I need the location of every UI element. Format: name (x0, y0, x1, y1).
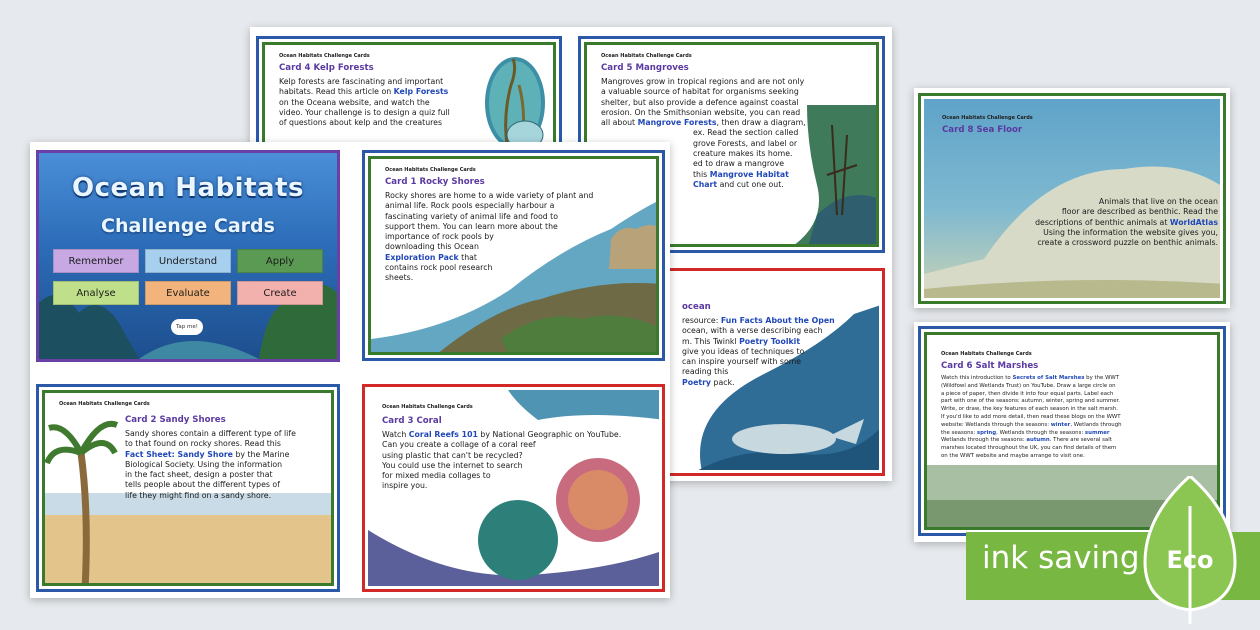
card-header-label: Ocean Habitats Challenge Cards (279, 53, 370, 59)
kelp-image (477, 55, 556, 155)
text-line: marshes located throughout the UK, you can find details of them (941, 445, 1117, 452)
card-8-inner (924, 99, 1220, 298)
text-line: on the WWT website and maybe arrange to visit one. (941, 452, 1085, 459)
text-line: ed to draw a mangrove (693, 159, 785, 169)
text-line: If you'd like to add more detail, then read these blogs on the WWT (941, 413, 1121, 420)
cover-subtitle: Challenge Cards (101, 215, 275, 237)
summer-link[interactable]: summer (1084, 429, 1110, 436)
card-1-inner (368, 156, 659, 355)
text-line: Rocky shores are home to a wide variety of plant and (385, 191, 594, 200)
text-line (682, 316, 879, 326)
text-line: for mixed media collages to (382, 471, 491, 481)
text-line: a valuable source of habitat for organisms seeking (601, 87, 799, 97)
text-span: , Wetlands through (1070, 421, 1122, 428)
text-line: (Wildfowl and Wetlands Trust) on YouTube. Draw a large circle on (941, 382, 1116, 389)
autumn-link[interactable]: autumn (1026, 437, 1050, 444)
text-line (941, 430, 1217, 438)
card-title: Card 3 Coral (382, 416, 442, 426)
text-line: Biological Society. Using the information (125, 459, 283, 469)
analyse-button[interactable]: Analyse (53, 281, 139, 305)
text-line (125, 450, 334, 460)
text-span: by the Marine (232, 449, 290, 459)
text-span: , Wetlands through the seasons: (996, 429, 1085, 436)
text-span: m. This Twinkl (682, 336, 737, 346)
card-2-inner (42, 390, 334, 586)
card-body (385, 191, 657, 284)
text-line: ocean, with a verse describing each (682, 326, 823, 336)
poetry-toolkit-link[interactable]: Poetry Toolkit (739, 336, 801, 346)
text-line: of questions about kelp and the creatures (279, 118, 443, 128)
text-line: support them. You can learn more about the (385, 221, 558, 231)
card-body (125, 429, 334, 501)
text-line (601, 118, 871, 128)
card-header-label: Ocean Habitats Challenge Cards (385, 167, 476, 173)
text-line: Using the information the website gives you, (1043, 227, 1218, 237)
card-header-label: Ocean Habitats Challenge Cards (942, 115, 1033, 121)
text-span: by National Geographic on YouTube. (477, 430, 622, 439)
text-line (941, 375, 1217, 383)
text-line: You could use the internet to search (382, 460, 523, 470)
kelp-forests-link[interactable]: Kelp Forests (393, 87, 449, 97)
card-header-label: Ocean Habitats Challenge Cards (382, 404, 473, 410)
winter-link[interactable]: winter (1050, 421, 1071, 428)
text-line (941, 422, 1217, 430)
text-span: , then draw a diagram, (716, 118, 806, 128)
text-line: ex. Read the section called (693, 128, 799, 138)
text-line: using plastic that can't be recycled? (382, 450, 523, 460)
text-span: Watch this introduction to (941, 375, 1013, 381)
evaluate-button[interactable]: Evaluate (145, 281, 231, 305)
card-1-rocky-shores (362, 150, 665, 361)
text-span: descriptions of benthic animals at (1035, 217, 1170, 227)
card-header-label: Ocean Habitats Challenge Cards (601, 53, 692, 59)
text-span: Watch (382, 430, 409, 439)
card-title: Card 1 Rocky Shores (385, 177, 485, 187)
text-line: Mangroves grow in tropical regions and are not only (601, 77, 805, 86)
text-span: . There are several salt (1049, 437, 1112, 444)
text-line: grove Forests, and label or (693, 138, 798, 148)
text-line: erosion. On the Smithsonian website, you can read (601, 107, 801, 117)
text-line (982, 218, 1218, 228)
card-title: Card 4 Kelp Forests (279, 63, 374, 73)
text-span: and cut one out. (717, 179, 784, 189)
exploration-pack-link[interactable]: Exploration Pack (385, 252, 459, 262)
poetry-pack-link[interactable]: Poetry (682, 377, 712, 387)
card-3-inner (368, 390, 659, 586)
text-line: in the fact sheet, design a poster that (125, 470, 273, 480)
text-line (279, 87, 479, 97)
secrets-of-salt-marshes-link[interactable]: Secrets of Salt Marshes (1012, 375, 1085, 381)
text-line: downloading this Ocean (385, 242, 479, 252)
text-line: contains rock pool research (385, 263, 493, 273)
understand-button[interactable]: Understand (145, 249, 231, 273)
text-line: life they might find on a sandy shore. (125, 490, 272, 500)
create-button[interactable]: Create (237, 281, 323, 305)
text-line: importance of rock pools by (385, 232, 494, 242)
text-span: pack. (711, 377, 735, 387)
fun-facts-link[interactable]: Fun Facts About the Open (720, 316, 835, 325)
text-line (682, 378, 879, 388)
eco-badge-label: Eco (1166, 546, 1214, 574)
text-line: creature makes its home. (693, 149, 793, 159)
text-line (682, 337, 879, 347)
text-span: habitats. Read this article on (279, 87, 392, 97)
text-line (385, 253, 657, 263)
text-line: shelter, but also provide a defence against coastal (601, 97, 799, 107)
text-span: that (458, 252, 477, 262)
card-title: Card 6 Salt Marshes (941, 361, 1039, 371)
card-body (382, 430, 652, 492)
text-line: on the Oceana website, and watch the (279, 97, 430, 107)
card-header-label: Ocean Habitats Challenge Cards (941, 351, 1032, 357)
text-line: can inspire yourself with some (682, 357, 802, 367)
text-line: create a crossword puzzle on benthic animals. (1037, 238, 1218, 248)
text-line: Write, or draw, the key features of each season in the salt marsh. (941, 406, 1118, 413)
chart-link[interactable]: Chart (693, 179, 718, 189)
worldatlas-link[interactable]: WorldAtlas (1169, 217, 1218, 227)
card-body (941, 375, 1217, 461)
card-3-coral (362, 384, 665, 592)
text-span: all about (601, 118, 636, 128)
text-line (941, 437, 1217, 445)
text-line: a piece of paper, then divide it into four equal parts. Label each (941, 390, 1114, 397)
text-span: by the WWT (1084, 375, 1120, 381)
card-header-label: Ocean Habitats Challenge Cards (59, 401, 150, 407)
text-line: Sandy shores contain a different type of life (125, 429, 296, 438)
tap-bubble[interactable]: Tap me! (171, 319, 203, 335)
card-title: Card 2 Sandy Shores (125, 415, 226, 425)
cover-card (36, 150, 340, 362)
text-line: fascinating variety of animal life and food to (385, 211, 558, 221)
text-span: website: Wetlands through the seasons: (941, 421, 1051, 428)
text-span: this (693, 169, 708, 179)
card-body (279, 77, 479, 128)
text-line: to that found on rocky shores. Read this (125, 439, 281, 449)
text-line: Kelp forests are fascinating and important (279, 77, 444, 86)
text-line: Animals that live on the ocean (1098, 197, 1218, 206)
text-line: animal life. Rock pools especially harbour a (385, 201, 555, 211)
card-body (682, 316, 879, 388)
card-body (982, 197, 1218, 248)
apply-button[interactable]: Apply (237, 249, 323, 273)
text-span: resource: (682, 316, 721, 325)
text-line (382, 430, 652, 440)
text-span: the seasons: (941, 429, 977, 436)
card-2-sandy-shores (36, 384, 340, 592)
text-line: sheets. (385, 273, 414, 283)
card-title: Card 5 Mangroves (601, 63, 689, 73)
cover-background (39, 153, 337, 359)
mangrove-forests-link[interactable]: Mangrove Forests (637, 118, 717, 128)
card-8-sea-floor (918, 93, 1226, 304)
ink-saving-label: ink saving (982, 540, 1140, 576)
text-line: Can you create a collage of a coral reef (382, 440, 536, 450)
mangrove-habitat-link[interactable]: Mangrove Habitat (709, 169, 789, 179)
text-line: reading this (682, 367, 729, 377)
text-line: inspire you. (382, 481, 428, 491)
text-line: tells people about the different types of (125, 480, 280, 490)
remember-button[interactable]: Remember (53, 249, 139, 273)
text-line: part with one of the seasons: autumn, winter, spring and summer. (941, 398, 1120, 405)
text-line: video. Your challenge is to design a quiz full (279, 107, 450, 117)
fact-sheet-link[interactable]: Fact Sheet: Sandy Shore (125, 449, 233, 459)
text-span: Wetlands through the seasons: (941, 437, 1027, 444)
text-line: floor are described as benthic. Read the (1061, 207, 1218, 217)
spring-link[interactable]: spring (976, 429, 997, 436)
coral-reefs-link[interactable]: Coral Reefs 101 (408, 430, 478, 439)
text-line: give you ideas of techniques to (682, 346, 805, 356)
card-title: Card 8 Sea Floor (942, 125, 1023, 135)
card-title: ocean (682, 302, 711, 312)
cover-title: Ocean Habitats (72, 173, 304, 203)
